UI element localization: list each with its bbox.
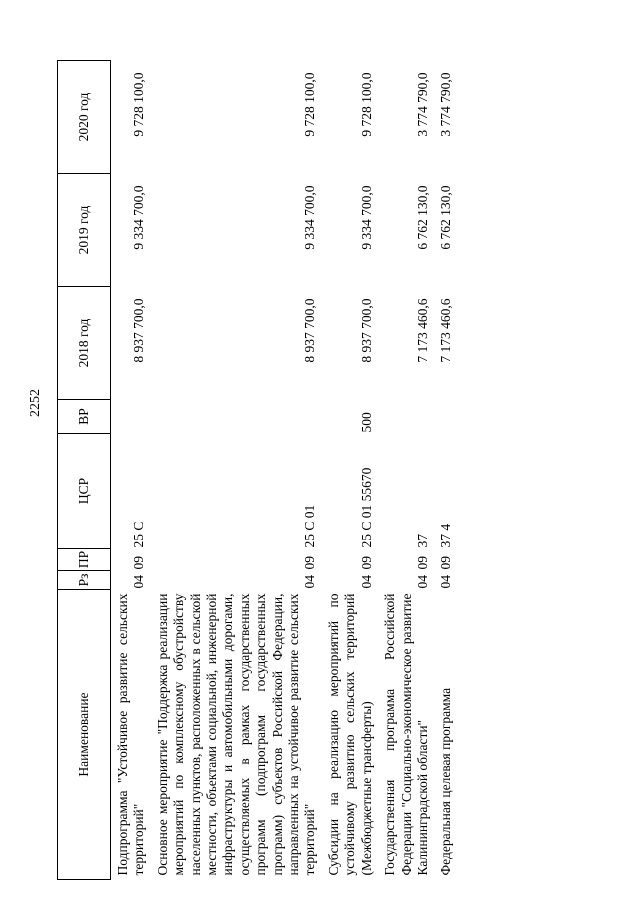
row-2019: 9 334 700,0 <box>358 185 374 250</box>
row-vr <box>434 400 457 434</box>
row-rz: 04 <box>438 575 454 589</box>
page-number: 2252 <box>28 389 43 417</box>
header-name: Наименование <box>58 590 111 880</box>
row-2019: 6 762 130,0 <box>414 185 430 250</box>
row-2018: 8 937 700,0 <box>302 298 318 363</box>
row-vr <box>111 400 151 434</box>
row-2018: 7 173 460,6 <box>438 298 454 363</box>
row-2020: 9 728 100,0 <box>302 72 318 137</box>
row-rz: 04 <box>302 575 318 589</box>
row-2019: 9 334 700,0 <box>302 185 318 250</box>
row-rz: 04 <box>131 575 147 589</box>
row-vr <box>378 400 434 434</box>
row-csr: 37 <box>414 534 430 548</box>
row-pr: 09 <box>131 556 147 570</box>
table-header-row <box>58 61 111 880</box>
budget-table <box>57 60 458 880</box>
row-2020: 9 728 100,0 <box>358 72 374 137</box>
row-2020: 3 774 790,0 <box>414 72 430 137</box>
header-rz: Рз <box>58 571 111 590</box>
table-row <box>322 61 378 880</box>
row-2018: 8 937 700,0 <box>131 298 147 363</box>
row-pr: 09 <box>358 556 374 570</box>
table-row <box>378 61 434 880</box>
table-row <box>434 61 457 880</box>
row-rz: 04 <box>358 575 374 589</box>
row-pr: 09 <box>414 556 430 570</box>
header-2018: 2018 год <box>58 287 111 400</box>
row-2018: 7 173 460,6 <box>414 298 430 363</box>
header-pr: ПР <box>58 549 111 571</box>
row-csr: 37 4 <box>438 523 454 548</box>
row-2018: 8 937 700,0 <box>358 298 374 363</box>
row-csr: 25 С <box>131 521 147 548</box>
budget-table-wrapper <box>57 60 597 880</box>
header-2019: 2019 год <box>58 174 111 287</box>
row-2019: 6 762 130,0 <box>438 185 454 250</box>
row-name: Федеральная целевая программа <box>438 687 454 876</box>
header-vr: ВР <box>58 400 111 434</box>
header-2020: 2020 год <box>58 61 111 174</box>
row-name: Основное мероприятие "Поддержка реализации мероприятий по комплексному обустройству населенных пунктов, расположенных в сельской местности, объектами социальной, инженерной инфраструктуры и автомобильными дорогами, осуществляемых в рамках государственных программ (подпрограмм государственных программ) субъектов Российской Федерации, направленных на устойчивое развитие сельских территорий" <box>154 593 318 876</box>
row-name: Подпрограмма "Устойчивое развитие сельских территорий" <box>115 593 147 876</box>
row-2020: 3 774 790,0 <box>438 72 454 137</box>
header-csr: ЦСР <box>58 434 111 549</box>
row-vr: 500 <box>358 412 374 433</box>
row-pr: 09 <box>302 556 318 570</box>
row-name: Государственная программа Российской Федерации "Социально-экономическое развитие Калининградской области" <box>382 593 430 876</box>
row-rz: 04 <box>414 575 430 589</box>
row-csr: 25 С 01 55670 <box>358 467 374 548</box>
table-row <box>111 61 151 880</box>
row-2019: 9 334 700,0 <box>131 185 147 250</box>
row-2020: 9 728 100,0 <box>131 72 147 137</box>
row-pr: 09 <box>438 556 454 570</box>
row-vr <box>151 400 322 434</box>
row-csr: 25 С 01 <box>302 504 318 548</box>
table-row <box>151 61 322 880</box>
row-name: Субсидии на реализацию мероприятий по устойчивому развитию сельских территорий (Межбюджетные трансферты) <box>325 593 374 876</box>
